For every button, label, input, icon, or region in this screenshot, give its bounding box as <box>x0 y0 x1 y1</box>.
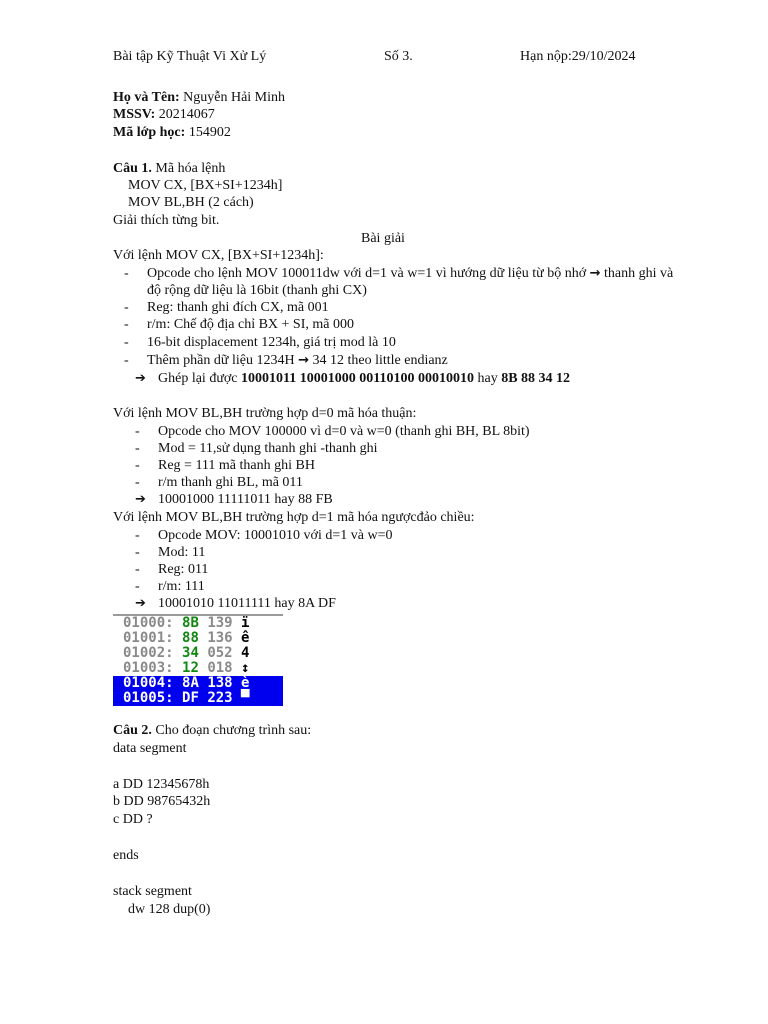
bullet-dash: - <box>135 528 140 543</box>
question-1-instruction-1: MOV CX, [BX+SI+1234h] <box>128 178 283 193</box>
memory-row: 01001: 88 136 ê <box>123 630 250 646</box>
memory-row-selected: 01005: DF 223 ▀ <box>113 691 283 706</box>
code-line: stack segment <box>113 884 192 899</box>
student-class-line: Mã lớp học: 154902 <box>113 125 231 140</box>
bold-arrow-icon: ➔ <box>135 492 146 507</box>
code-line: c DD ? <box>113 812 153 827</box>
memory-row: 01000: 8B 139 ï <box>123 615 250 631</box>
part1-bullet-opcode-cont: độ rộng dữ liệu là 16bit (thanh ghi CX) <box>147 283 367 298</box>
part3-bullet-mod: Mod: 11 <box>158 545 206 560</box>
header-assignment-number: Số 3. <box>384 49 413 64</box>
part1-result: Ghép lại được 10001011 10001000 00110100 00010010 hay 8B 88 34 12 <box>158 371 571 386</box>
part1-bullet-rm: r/m: Chế độ địa chỉ BX + SI, mã 000 <box>147 317 354 332</box>
code-line: dw 128 dup(0) <box>128 902 211 917</box>
bullet-dash: - <box>135 458 140 473</box>
solution-title: Bài giải <box>361 231 405 246</box>
part2-intro: Với lệnh MOV BL,BH trường hợp d=0 mã hóa thuận: <box>113 406 417 421</box>
part2-bullet-reg: Reg = 111 mã thanh ghi BH <box>158 458 315 473</box>
part3-bullet-reg: Reg: 011 <box>158 562 209 577</box>
bullet-dash: - <box>135 475 140 490</box>
right-arrow-icon: → <box>589 266 601 281</box>
part2-result: 10001000 11111011 hay 88 FB <box>158 492 333 507</box>
code-line: data segment <box>113 741 187 756</box>
part3-bullet-rm: r/m: 111 <box>158 579 205 594</box>
part1-bullet-reg: Reg: thanh ghi đích CX, mã 001 <box>147 300 329 315</box>
bold-arrow-icon: ➔ <box>135 371 146 386</box>
memory-dump-table <box>113 614 283 708</box>
header-deadline: Hạn nộp:29/10/2024 <box>520 49 636 64</box>
part1-intro: Với lệnh MOV CX, [BX+SI+1234h]: <box>113 248 324 263</box>
question-1-title: Câu 1. Mã hóa lệnh <box>113 161 226 176</box>
part2-bullet-mod: Mod = 11,sử dụng thanh ghi -thanh ghi <box>158 441 378 456</box>
bullet-dash: - <box>124 266 129 281</box>
bullet-dash: - <box>135 441 140 456</box>
memory-row: 01003: 12 018 ↕ <box>123 660 250 676</box>
part1-bullet-data: Thêm phần dữ liệu 1234H → 34 12 theo little endianz <box>147 353 448 368</box>
bullet-dash: - <box>124 335 129 350</box>
bullet-dash: - <box>135 579 140 594</box>
code-line: a DD 12345678h <box>113 777 210 792</box>
bold-arrow-icon: ➔ <box>135 596 146 611</box>
code-line: b DD 98765432h <box>113 794 211 809</box>
question-2-title: Câu 2. Cho đoạn chương trình sau: <box>113 723 312 738</box>
part2-bullet-opcode: Opcode cho MOV 100000 vì d=0 và w=0 (thanh ghi BH, BL 8bit) <box>158 424 530 439</box>
bullet-dash: - <box>135 562 140 577</box>
student-name-line: Họ và Tên: Nguyễn Hải Minh <box>113 90 286 105</box>
bullet-dash: - <box>124 353 129 368</box>
question-1-instruction-2: MOV BL,BH (2 cách) <box>128 195 254 210</box>
student-id-line: MSSV: 20214067 <box>113 107 215 122</box>
question-1-instruction-3: Giải thích từng bit. <box>113 213 220 228</box>
memory-row: 01002: 34 052 4 <box>123 645 250 661</box>
part2-bullet-rm: r/m thanh ghi BL, mã 011 <box>158 475 303 490</box>
bullet-dash: - <box>135 424 140 439</box>
memory-row-selected: 01004: 8A 138 è <box>113 676 283 691</box>
part3-result: 10001010 11011111 hay 8A DF <box>158 596 336 611</box>
part1-bullet-displacement: 16-bit displacement 1234h, giá trị mod là 10 <box>147 335 396 350</box>
bullet-dash: - <box>135 545 140 560</box>
part1-bullet-opcode: Opcode cho lệnh MOV 100011dw với d=1 và w=1 vì hướng dữ liệu từ bộ nhớ → thanh ghi và <box>147 266 674 281</box>
right-arrow-icon: → <box>298 353 309 368</box>
bullet-dash: - <box>124 317 129 332</box>
part3-intro: Với lệnh MOV BL,BH trường hợp d=1 mã hóa ngượcđảo chiều: <box>113 510 475 525</box>
bullet-dash: - <box>124 300 129 315</box>
part3-bullet-opcode: Opcode MOV: 10001010 với d=1 và w=0 <box>158 528 393 543</box>
header-course-title: Bài tập Kỹ Thuật Vi Xử Lý <box>113 49 267 64</box>
code-line: ends <box>113 848 139 863</box>
